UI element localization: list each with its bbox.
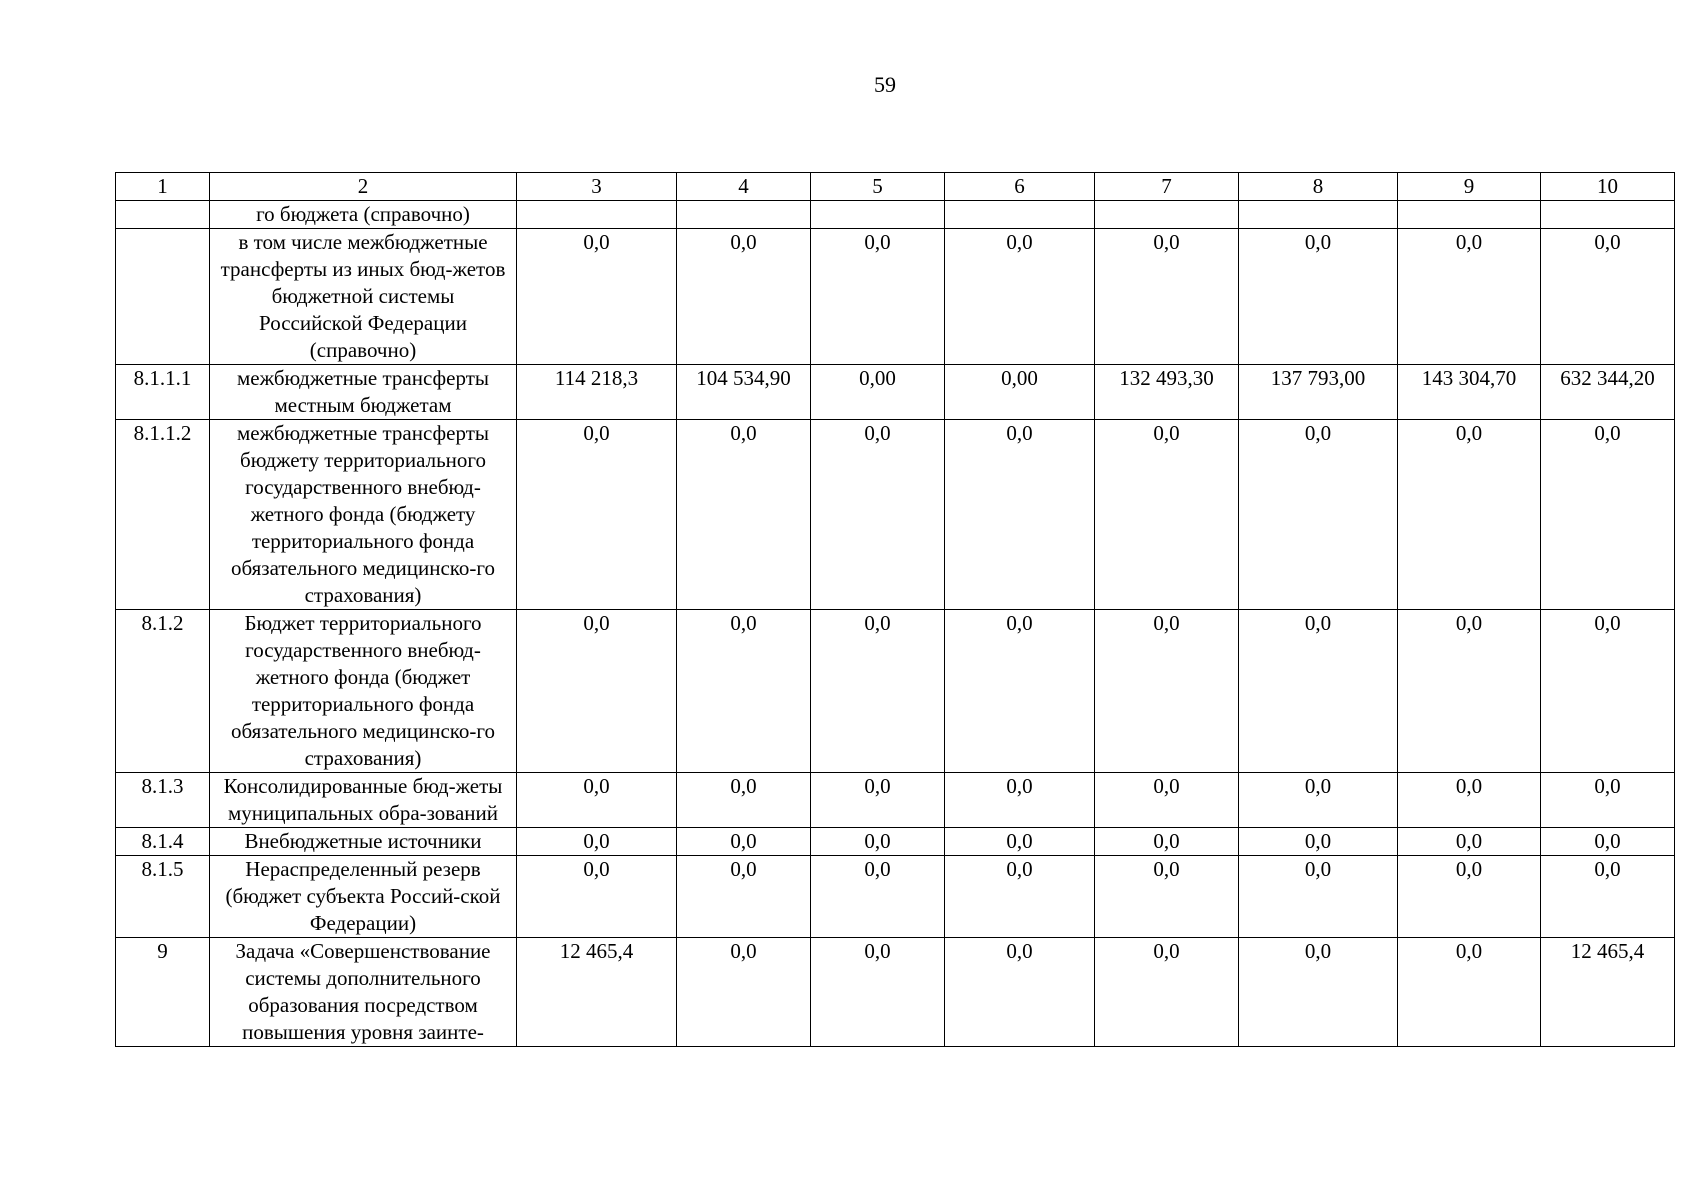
column-header: 4 xyxy=(677,173,811,201)
row-value: 0,0 xyxy=(1095,229,1239,365)
row-value: 0,0 xyxy=(517,856,677,938)
row-description: Нераспределенный резерв (бюджет субъекта Россий-ской Федерации) xyxy=(210,856,517,938)
row-value: 0,0 xyxy=(677,828,811,856)
row-value: 0,0 xyxy=(677,938,811,1047)
row-value: 0,0 xyxy=(1239,610,1398,773)
row-value: 0,0 xyxy=(1239,856,1398,938)
row-value: 0,0 xyxy=(945,828,1095,856)
column-header: 9 xyxy=(1398,173,1541,201)
row-value: 0,0 xyxy=(517,229,677,365)
row-value: 0,0 xyxy=(517,420,677,610)
table-row xyxy=(116,420,1675,610)
row-value: 0,0 xyxy=(1095,938,1239,1047)
row-value: 0,0 xyxy=(811,229,945,365)
row-code: 8.1.3 xyxy=(116,773,210,828)
table-row xyxy=(116,365,1675,420)
row-value: 143 304,70 xyxy=(1398,365,1541,420)
row-code: 9 xyxy=(116,938,210,1047)
row-value: 0,0 xyxy=(1398,773,1541,828)
column-header: 2 xyxy=(210,173,517,201)
row-value xyxy=(945,201,1095,229)
row-value: 0,0 xyxy=(677,420,811,610)
table-row xyxy=(116,201,1675,229)
row-value: 0,0 xyxy=(1541,856,1675,938)
row-value: 0,0 xyxy=(677,229,811,365)
row-description: го бюджета (справочно) xyxy=(210,201,517,229)
row-value: 0,0 xyxy=(945,420,1095,610)
table-row xyxy=(116,856,1675,938)
row-value: 0,0 xyxy=(1398,420,1541,610)
row-value: 0,0 xyxy=(1239,420,1398,610)
column-header: 7 xyxy=(1095,173,1239,201)
row-value: 137 793,00 xyxy=(1239,365,1398,420)
row-value: 0,0 xyxy=(1239,773,1398,828)
row-value: 0,0 xyxy=(811,420,945,610)
row-value: 0,0 xyxy=(677,610,811,773)
row-code: 8.1.5 xyxy=(116,856,210,938)
row-value: 0,0 xyxy=(811,773,945,828)
row-value: 0,0 xyxy=(1239,938,1398,1047)
row-description: Консолидированные бюд-жеты муниципальных обра-зований xyxy=(210,773,517,828)
row-value: 0,0 xyxy=(1095,610,1239,773)
row-value: 132 493,30 xyxy=(1095,365,1239,420)
row-value: 0,0 xyxy=(1239,229,1398,365)
row-description: Задача «Совершенствование системы дополнительного образования посредством повышения уровня заинте- xyxy=(210,938,517,1047)
column-header: 10 xyxy=(1541,173,1675,201)
row-value: 0,0 xyxy=(1541,610,1675,773)
table-row xyxy=(116,773,1675,828)
table-row xyxy=(116,828,1675,856)
row-value: 0,0 xyxy=(1239,828,1398,856)
row-value: 0,0 xyxy=(1095,773,1239,828)
row-value: 0,0 xyxy=(945,773,1095,828)
row-value: 0,0 xyxy=(811,856,945,938)
column-header: 1 xyxy=(116,173,210,201)
row-value xyxy=(1398,201,1541,229)
table-row xyxy=(116,610,1675,773)
table-header-row xyxy=(116,173,1675,201)
row-value: 0,0 xyxy=(517,610,677,773)
row-value: 0,0 xyxy=(811,828,945,856)
row-value: 0,0 xyxy=(677,773,811,828)
row-value: 0,0 xyxy=(677,856,811,938)
row-description: межбюджетные трансферты местным бюджетам xyxy=(210,365,517,420)
row-value: 0,0 xyxy=(945,229,1095,365)
row-value: 0,0 xyxy=(1095,856,1239,938)
column-header: 3 xyxy=(517,173,677,201)
row-description: в том числе межбюджетные трансферты из иных бюд-жетов бюджетной системы Российской Федерации (справочно) xyxy=(210,229,517,365)
row-value: 0,0 xyxy=(945,610,1095,773)
row-value: 0,0 xyxy=(1541,828,1675,856)
row-value: 632 344,20 xyxy=(1541,365,1675,420)
row-value: 0,0 xyxy=(1398,828,1541,856)
column-header: 8 xyxy=(1239,173,1398,201)
row-code: 8.1.1.2 xyxy=(116,420,210,610)
budget-table xyxy=(115,172,1675,1047)
row-value: 0,0 xyxy=(1541,420,1675,610)
row-value xyxy=(811,201,945,229)
column-header: 5 xyxy=(811,173,945,201)
row-value: 0,0 xyxy=(1541,773,1675,828)
row-value: 0,0 xyxy=(1095,828,1239,856)
row-value: 12 465,4 xyxy=(1541,938,1675,1047)
table-row xyxy=(116,229,1675,365)
row-value: 0,0 xyxy=(945,938,1095,1047)
row-code: 8.1.2 xyxy=(116,610,210,773)
row-description: межбюджетные трансферты бюджету территориального государственного внебюд-жетного фонда (бюджету территориального фонда обязательного медицинско-го страхования) xyxy=(210,420,517,610)
row-value: 0,0 xyxy=(811,938,945,1047)
row-value: 0,0 xyxy=(945,856,1095,938)
row-description: Внебюджетные источники xyxy=(210,828,517,856)
row-value: 0,0 xyxy=(1398,610,1541,773)
table-row xyxy=(116,938,1675,1047)
row-code: 8.1.4 xyxy=(116,828,210,856)
row-value xyxy=(517,201,677,229)
row-value: 104 534,90 xyxy=(677,365,811,420)
row-code xyxy=(116,201,210,229)
row-value xyxy=(1095,201,1239,229)
row-value: 0,00 xyxy=(811,365,945,420)
row-value: 0,0 xyxy=(811,610,945,773)
row-value: 0,0 xyxy=(517,828,677,856)
column-header: 6 xyxy=(945,173,1095,201)
row-value: 0,0 xyxy=(1095,420,1239,610)
row-value: 0,0 xyxy=(1398,938,1541,1047)
row-value: 0,0 xyxy=(517,773,677,828)
row-value: 0,0 xyxy=(1541,229,1675,365)
row-description: Бюджет территориального государственного внебюд-жетного фонда (бюджет территориального фонда обязательного медицинско-го страхования) xyxy=(210,610,517,773)
row-value xyxy=(1239,201,1398,229)
row-value: 0,00 xyxy=(945,365,1095,420)
page-number: 59 xyxy=(874,72,896,97)
row-value: 0,0 xyxy=(1398,229,1541,365)
row-value: 0,0 xyxy=(1398,856,1541,938)
row-value xyxy=(1541,201,1675,229)
row-value xyxy=(677,201,811,229)
row-code: 8.1.1.1 xyxy=(116,365,210,420)
row-code xyxy=(116,229,210,365)
row-value: 12 465,4 xyxy=(517,938,677,1047)
row-value: 114 218,3 xyxy=(517,365,677,420)
